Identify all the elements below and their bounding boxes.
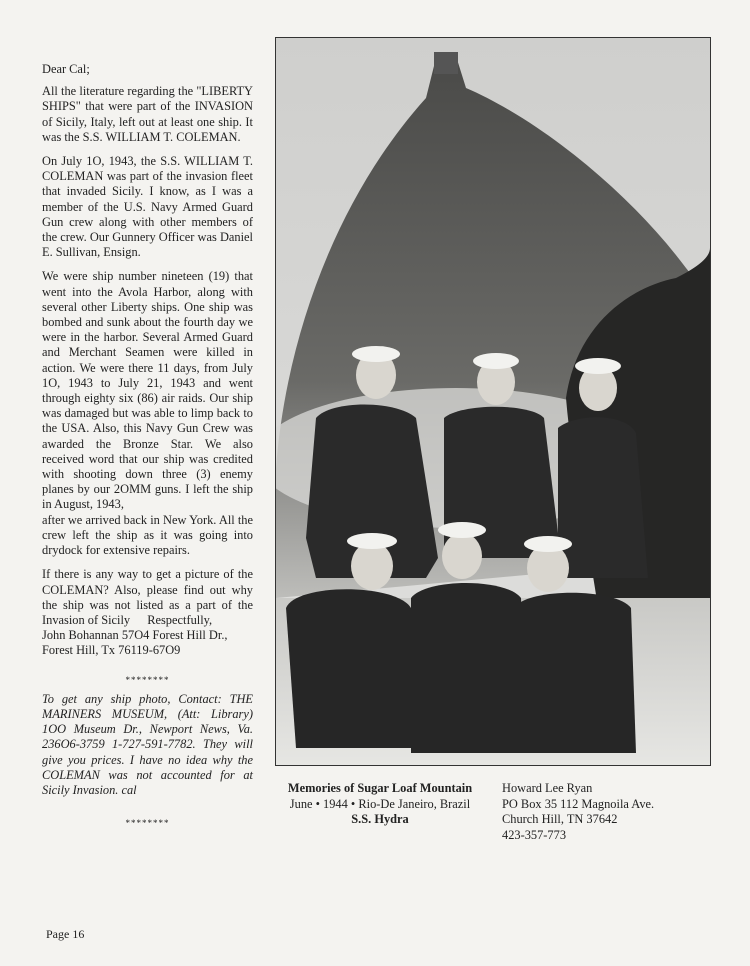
address-phone: 423-357-773	[502, 827, 567, 842]
letter-signature-city: Forest Hill, Tx 76119-67O9	[42, 643, 181, 658]
letter-paragraph-2: On July 1O, 1943, the S.S. WILLIAM T. COLEMAN was part of the invasion fleet that invaded Sicily. I know, as I was a member of the U.S. Navy Armed Guard Gun crew along with other members of the crew. Our Gunnery Officer was Daniel E. Sullivan, Ensign.	[42, 154, 253, 260]
letter-column	[42, 62, 253, 835]
caption-details: June • 1944 • Rio-De Janeiro, Brazil	[289, 796, 471, 811]
page-number: Page 16	[46, 927, 85, 941]
separator-top: ********	[125, 674, 170, 685]
letter-paragraph-3: We were ship number nineteen (19) that went into the Avola Harbor, along with several other Liberty ships. One ship was bombed and sunk about the fourth day we were in the harbor. Several Armed Guard and Merchant Seamen were killed in action. We were there 11 days, from July 1O, 1943 to July 21, 1943 and went through eighty six (86) air raids. Our ship was damaged but was able to limp back to the USA. Also, this Navy Gun Crew was awarded the Bronze Star. We also received word that our ship was credited with shooting down three (3) enemy planes by our 2OMM guns. I left the ship in August, 1943,	[42, 269, 253, 512]
letter-paragraph-4: after we arrived back in New York. All the crew left the ship as it was going into drydock for extensive repairs.	[42, 512, 253, 558]
letter-signature-name: John Bohannan 57O4 Forest Hill Dr.,	[42, 628, 228, 643]
sugar-loaf-photo	[275, 37, 711, 766]
caption-ship: S.S. Hydra	[351, 812, 409, 826]
address-street: PO Box 35 112 Magnoila Ave.	[502, 796, 655, 811]
letter-closing: Respectfully,	[147, 612, 213, 627]
caption-title: Memories of Sugar Loaf Mountain	[287, 781, 473, 795]
letter-paragraph-5	[42, 567, 253, 628]
address-city: Church Hill, TN 37642	[502, 812, 618, 826]
separator-bottom: ********	[125, 818, 170, 829]
address-name: Howard Lee Ryan	[502, 781, 593, 795]
photo-caption	[280, 781, 480, 828]
editor-note: To get any ship photo, Contact: THE MARINERS MUSEUM, (Att: Library) 1OO Museum Dr., Newport News, Va. 236O6-3759 1-727-591-7782. They will give you prices. I have no idea why the COLEMAN was not accounted for at Sicily Invasion. cal	[42, 691, 253, 797]
contributor-address	[502, 781, 712, 843]
letter-greeting: Dear Cal;	[42, 62, 90, 76]
letter-request-text: If there is any way to get a picture of the COLEMAN? Also, please find out why the ship was not listed as a part of the Invasion of Sicily	[42, 567, 253, 627]
letter-paragraph-1: All the literature regarding the "LIBERTY SHIPS" that were part of the INVASION of Sicily, Italy, left out at least one ship. It was the S.S. WILLIAM T. COLEMAN.	[42, 84, 253, 144]
photo-illustration	[276, 38, 710, 765]
